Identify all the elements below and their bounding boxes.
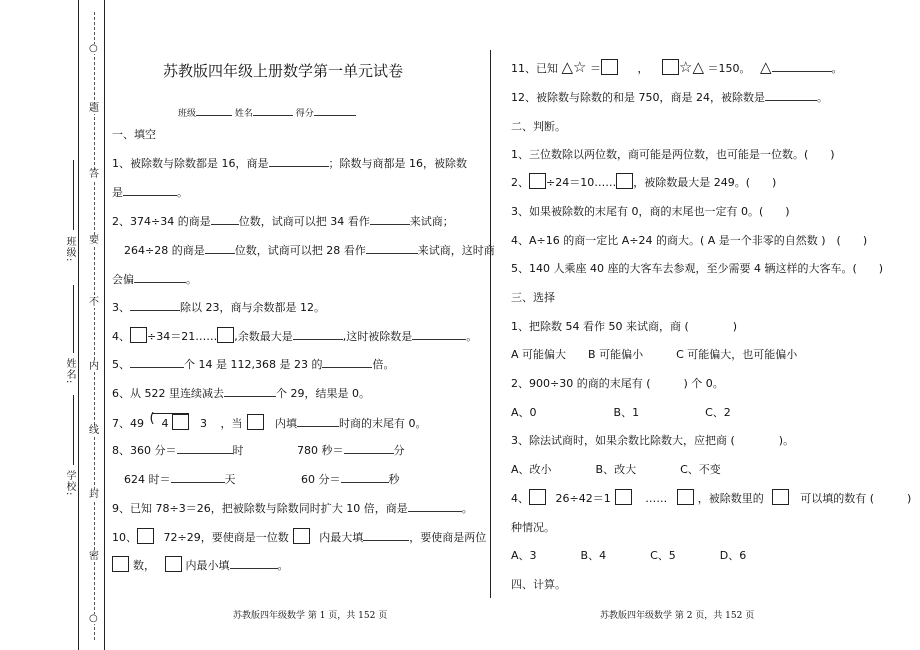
question-6: 6、从 522 里连续减去 个 29，结果是 0。 — [112, 387, 370, 400]
class-blank — [73, 160, 74, 230]
choice-4-cont: 种情况。 — [511, 521, 555, 534]
binding-char: 封 — [89, 489, 99, 500]
question-2-cont: 264÷28 的商是 位数，试商可以把 28 看作 来试商，这时商 — [124, 244, 495, 257]
question-10: 10、 72÷29，要使商是一位数 内最大填 ，要使商是两位 — [112, 528, 486, 545]
question-7: 7、49 ( 4 3 ，当 内填 时商的末尾有 0。 — [112, 411, 427, 430]
binding-char: 线 — [89, 425, 99, 436]
page-footer-right: 苏教版四年级数学 第 2 页，共 152 页 — [600, 611, 755, 621]
binding-char: 要 — [89, 235, 99, 246]
judge-1: 1、三位数除以两位数，商可能是两位数，也可能是一位数。( ) — [511, 148, 835, 161]
margin-line — [78, 0, 79, 650]
binding-char: 答 — [89, 169, 99, 180]
choice-3-options: A、改小 B、改大 C、不变 — [511, 463, 721, 476]
question-12: 12、被除数与除数的和是 750，商是 24，被除数是 。 — [511, 91, 828, 104]
school-label: 学校: — [64, 470, 75, 497]
question-9: 9、已知 78÷3＝26，把被除数与除数同时扩大 10 倍，商是 。 — [112, 502, 473, 515]
square-icon — [662, 59, 679, 75]
answer-box[interactable] — [615, 489, 632, 505]
section-choice: 三、选择 — [511, 291, 555, 304]
section-judge: 二、判断。 — [511, 120, 566, 133]
answer-box[interactable] — [293, 528, 310, 544]
choice-1-options: A 可能偏大 B 可能偏小 C 可能偏大，也可能偏小 — [511, 348, 798, 361]
question-10-cont: 数， 内最小填 。 — [112, 556, 289, 573]
answer-box[interactable] — [601, 59, 618, 75]
answer-box[interactable] — [172, 414, 189, 430]
answer-box[interactable] — [677, 489, 694, 505]
choice-4-options: A、3 B、4 C、5 D、6 — [511, 549, 747, 562]
question-1-cont: 是 。 — [112, 186, 188, 199]
name-label: 姓名: — [64, 358, 75, 385]
info-name: 姓名 — [234, 109, 253, 119]
column-divider — [490, 50, 491, 598]
answer-box[interactable] — [165, 556, 182, 572]
judge-2: 2、 ÷24＝10…… ，被除数最大是 249。( ) — [511, 173, 776, 190]
page-title: 苏教版四年级上册数学第一单元试卷 — [163, 62, 404, 80]
answer-box[interactable] — [529, 489, 546, 505]
binding-char: 题 — [89, 103, 99, 114]
binding-char: 不 — [89, 297, 99, 308]
triangle-icon: △ — [760, 58, 772, 76]
choice-2: 2、900÷30 的商的末尾有 ( ) 个 0。 — [511, 377, 724, 390]
answer-box[interactable] — [112, 556, 129, 572]
question-5: 5、 个 14 是 112,368 是 23 的 倍。 — [112, 358, 395, 371]
answer-box[interactable] — [130, 327, 147, 343]
judge-3: 3、如果被除数的末尾有 0，商的末尾也一定有 0。( ) — [511, 205, 790, 218]
choice-1: 1、把除数 54 看作 50 来试商，商 ( ) — [511, 320, 738, 333]
section-calc: 四、计算。 — [511, 578, 566, 591]
question-11: 11、已知 △☆ ＝ ， ☆△ ＝150。 △ 。 — [511, 58, 843, 76]
triangle-icon: △ — [561, 58, 574, 76]
binding-circle: ○ — [89, 613, 98, 624]
answer-box[interactable] — [247, 414, 264, 430]
question-2-cont2: 会偏 。 — [112, 273, 197, 286]
info-score: 得分 — [295, 109, 314, 119]
binding-char: 密 — [89, 551, 99, 562]
answer-box[interactable] — [529, 173, 546, 189]
division-bracket: ( 4 — [152, 413, 189, 430]
class-label: 班级: — [64, 236, 75, 263]
question-8b: 780 秒＝ 分 — [297, 444, 405, 457]
question-8c: 624 时＝ 天 — [124, 473, 236, 486]
question-2: 2、374÷34 的商是 位数，试商可以把 34 看作 来试商； — [112, 215, 454, 228]
page-footer-left: 苏教版四年级数学 第 1 页，共 152 页 — [233, 611, 388, 621]
choice-4: 4、 26÷42＝1 …… ，被除数里的 可以填的数有 ( ) — [511, 489, 911, 506]
question-4: 4、 ÷34＝21…… ,余数最大是 ,这时被除数是 。 — [112, 327, 477, 344]
binding-char: 内 — [89, 361, 99, 372]
triangle-icon: △ — [692, 58, 704, 76]
answer-box[interactable] — [137, 528, 154, 544]
choice-2-options: A、0 B、1 C、2 — [511, 406, 731, 419]
info-class: 班级 — [178, 109, 197, 119]
margin-line — [104, 0, 105, 650]
section-fill: 一、填空 — [112, 128, 156, 141]
judge-5: 5、140 人乘座 40 座的大客车去参观，至少需要 4 辆这样的大客车。( ) — [511, 262, 884, 275]
name-blank — [73, 285, 74, 353]
question-8d: 60 分＝ 秒 — [301, 473, 400, 486]
answer-box[interactable] — [217, 327, 234, 343]
question-8: 8、360 分＝ 时 — [112, 444, 244, 457]
answer-box[interactable] — [772, 489, 789, 505]
choice-3: 3、除法试商时，如果余数比除数大，应把商 ( )。 — [511, 434, 795, 447]
answer-box[interactable] — [616, 173, 633, 189]
star-icon: ☆ — [679, 58, 693, 76]
school-blank — [73, 395, 74, 465]
question-3: 3、 除以 23，商与余数都是 12。 — [112, 301, 325, 314]
question-1: 1、被除数与除数都是 16，商是 ；除数与商都是 16，被除数 — [112, 157, 467, 170]
judge-4: 4、A÷16 的商一定比 A÷24 的商大。( A 是一个非零的自然数 ) ( ) — [511, 234, 868, 247]
info-row — [178, 106, 356, 119]
star-icon: ☆ — [573, 58, 587, 76]
binding-circle: ○ — [89, 43, 98, 54]
